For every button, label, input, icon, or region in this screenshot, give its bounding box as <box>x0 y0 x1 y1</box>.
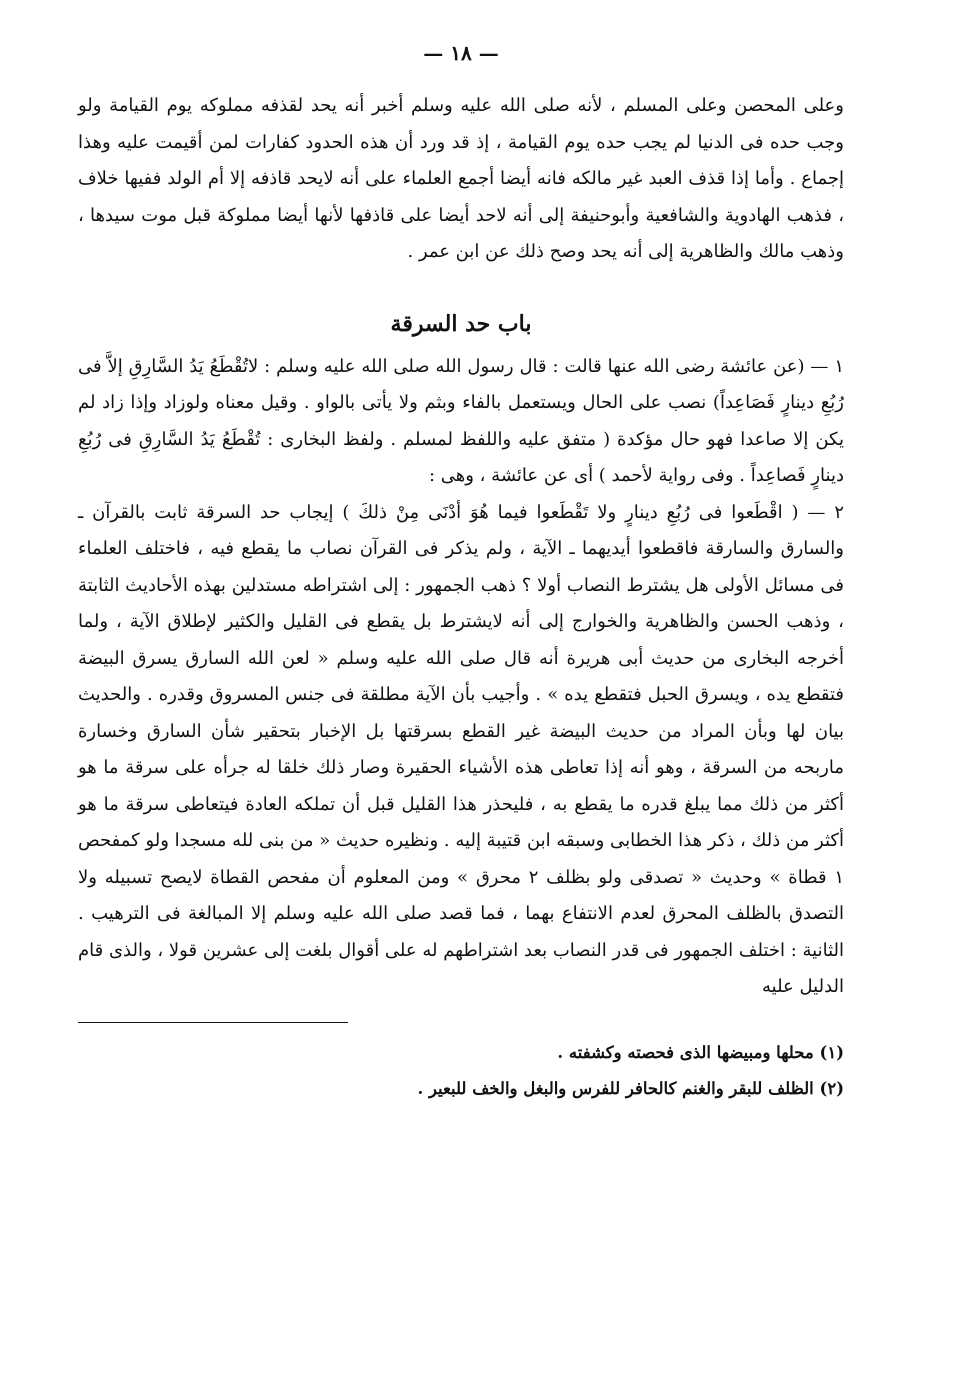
footnote-1: (١) محلها ومبيضها الذى فحصته وكشفته . <box>557 1042 844 1062</box>
hadith-2: ٢ — ( اقْطَعوا فى رُبُعِ دينارٍ ولا تَقْطَعوا فيما هُوَ أدْنَى مِنْ ذلكَ ) إيجاب حد السرقة ثابت بالقرآن ـ والسارق والسارقة فاقطعوا أيديهما ـ الآية ، ولم يذكر فى القرآن نصاب ما يقطع فيه ، فاختلف العلماء فى مسائل الأولى هل يشترط النصاب أولا ؟ ذهب الجمهور : إلى اشتراطه مستدلين بهذه الأحاديث الثابتة ، وذهب الحسن والظاهرية والخوارج إلى أنه لايشترط بل يقطع فى القليل والكثير لإطلاق الآية ، ولما أخرجه البخارى من حديث أبى هريرة أنه قال صلى الله عليه وسلم « لعن الله السارق يسرق البيضة فتقطع يده ، ويسرق الحبل فتقطع يده » . وأجيب بأن الآية مطلقة فى جنس المسروق وقدره . والحديث بيان لها وبأن المراد من حديث البيضة غير القطع بسرقتها بل الإخبار بتحقير شأن السارق وخسارة ماربحه من السرقة ، وهو أنه إذا تعاطى هذه الأشياء الحقيرة وصار ذلك خلقا له جرأه على سرقة ما هو أكثر من ذلك مما يبلغ قدره ما يقطع به ، فليحذر هذا القليل قبل أن تملكه العادة فيتعاطى سرقة ما هو أكثر من ذلك ، ذكر هذا الخطابى وسبقه ابن قتيبة إليه . ونظيره حديث « من بنى لله مسجدا ولو كمفحص ١ قطاة » وحديث « تصدقى ولو بظلف ٢ محرق » ومن المعلوم أن مفحص القطاة لايصح تسبيله ولا التصدق بالظلف المحرق لعدم الانتفاع بهما ، فما قصد صلى الله عليه وسلم إلا المبالغة فى الترهيب . الثانية : اختلف الجمهور فى قدر النصاب بعد اشتراطهم له على أقوال بلغت إلى عشرين قولا ، والذى قام الدليل عليه <box>77 501 844 997</box>
page-number: — ١٨ — <box>423 41 499 65</box>
opening-paragraph: وعلى المحصن وعلى المسلم ، لأنه صلى الله عليه وسلم أخبر أنه يحد لقذفه مملوكه يوم القيامة ولو وجب حده فى الدنيا لم يجب حده يوم القيامة ، إذ قد ورد أن هذه الحدود كفارات لمن أقيمت عليه وهذا إجماع . وأما إذا قذف العبد غير مالكه فانه أيضا أجمع العلماء على أنه لايحد قاذفه إلا أم الولد ففيها خلاف ، فذهب الهادوية والشافعية وأبوحنيفة إلى أنه لاحد أيضا على قاذفها لأنها أيضا مملوكة قبل موت سيدها ، وذهب مالك والظاهرية إلى أنه يحد وصح ذلك عن ابن عمر . <box>78 95 844 262</box>
hadith-1: ١ — (عن عائشة رضى الله عنها قالت : قال رسول الله صلى الله عليه وسلم : لاتُقْطَعُ يَدُ السَّارِقِ إلاَّ فى رُبُعِ دينارٍ فَصَاعِداً) نصب على الحال ويستعمل بالفاء وبثم ولا يأتى بالواو . وقيل معناه ولوزاد وإذا زاد لم يكن إلا صاعدا فهو حال مؤكدة ( متفق عليه واللفظ لمسلم . ولفظ البخارى : تُقْطَعُ يَدُ السَّارِقِ فى رُبُعِ دينارٍ فَصاعِداً . وفى رواية لأحمد ) أى عن عائشة ، وهى : <box>78 355 844 486</box>
footnote-divider <box>78 1022 348 1023</box>
footnote-2: (٢) الظلف للبقر والغنم كالحافر للفرس والبغل والخف للبعير . <box>417 1078 844 1098</box>
book-page <box>78 36 844 1356</box>
chapter-title: باب حد السرقة <box>390 310 532 337</box>
